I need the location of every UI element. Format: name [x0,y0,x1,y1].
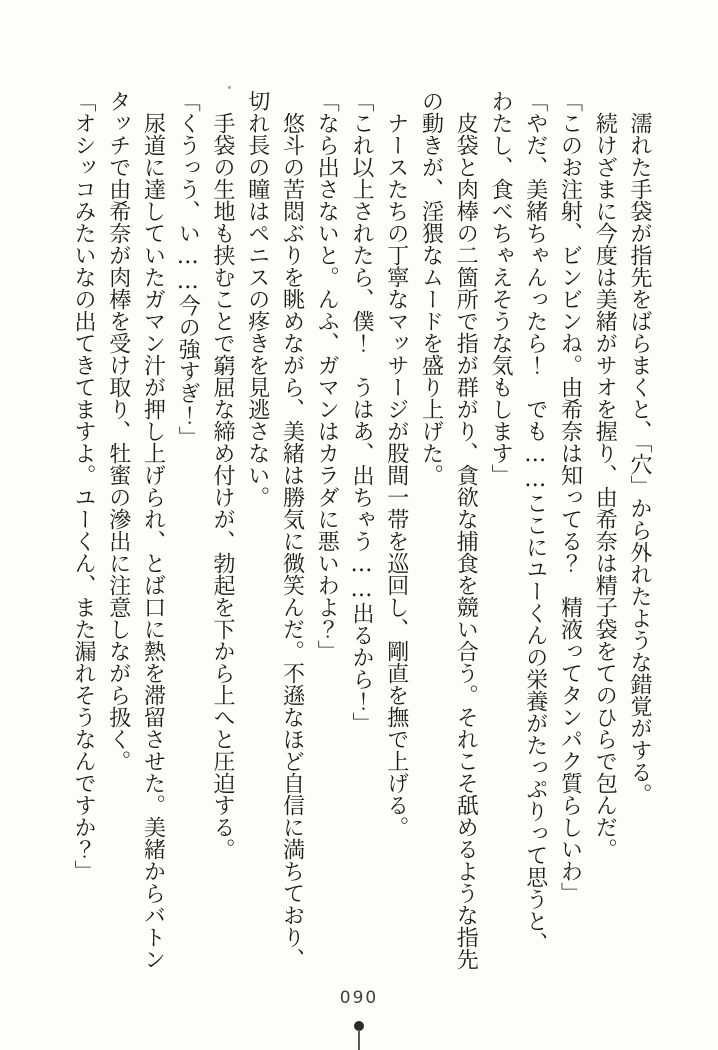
paragraph: 濡れた手袋が指先をばらまくと、「穴」から外れたような錯覚がする。 [627,112,652,805]
paragraph: ナースたちの丁寧なマッサージが股間一帯を巡回し、剛直を撫で上げる。 [383,112,409,838]
paragraph: 続けざまに今度は美緒がサオを握り、由希奈は精子袋をてのひらで包んだ。 [592,112,618,860]
page-ornament [353,1021,365,1050]
paragraph: 皮袋と肉棒の二箇所で指が群がり、貪欲な捕食を競い合う。それこそ舐めるような指先の動きが、淫猥なムードを盛り上げた。 [418,90,479,970]
paragraph: 手袋の生地も挟むことで窮屈な締め付けが、勃起を下から上へと圧迫する。 [210,112,235,860]
paragraph: 悠斗の苦悶ぶりを眺めながら、美緒は勝気に微笑んだ。不遜なほど自信に満ちており、切れ長の瞳はペニスの疼きを見逃さない。 [244,90,305,970]
ornament-line [358,1030,360,1050]
paragraph: 「なら出さないと。んふ、ガマンはカラダに悪いわよ？」 [314,90,340,662]
paragraph: 「これ以上されたら、僕！ うはあ、出ちゃう……出るから！」 [349,90,374,734]
print-speck [228,86,231,89]
page-number: 090 [339,988,379,1008]
paragraph: 「このお注射、ビンビンね。由希奈は知ってる？ 精液ってタンパク質らしいわ」 [557,90,583,904]
paragraph: 「オシッコみたいなの出てきてますよ。ユーくん、また漏れそうなんですか？」 [71,90,96,882]
paragraph: 「くうっう、い……今の強すぎ！」 [175,90,201,448]
paragraph: 尿道に達していたガマン汁が押し上げられ、とば口に熱を滞留させた。美緒からバトンタッチで由希奈が肉棒を受け取り、牡蜜の滲出に注意しながら扱く。 [105,90,166,970]
text-columns [64,90,656,974]
paragraph: 「やだ、美緒ちゃんったら！ でも……ここにユーくんの栄養がたっぷりって思うと、わたし、食べちゃえそうな気もします」 [488,90,548,954]
